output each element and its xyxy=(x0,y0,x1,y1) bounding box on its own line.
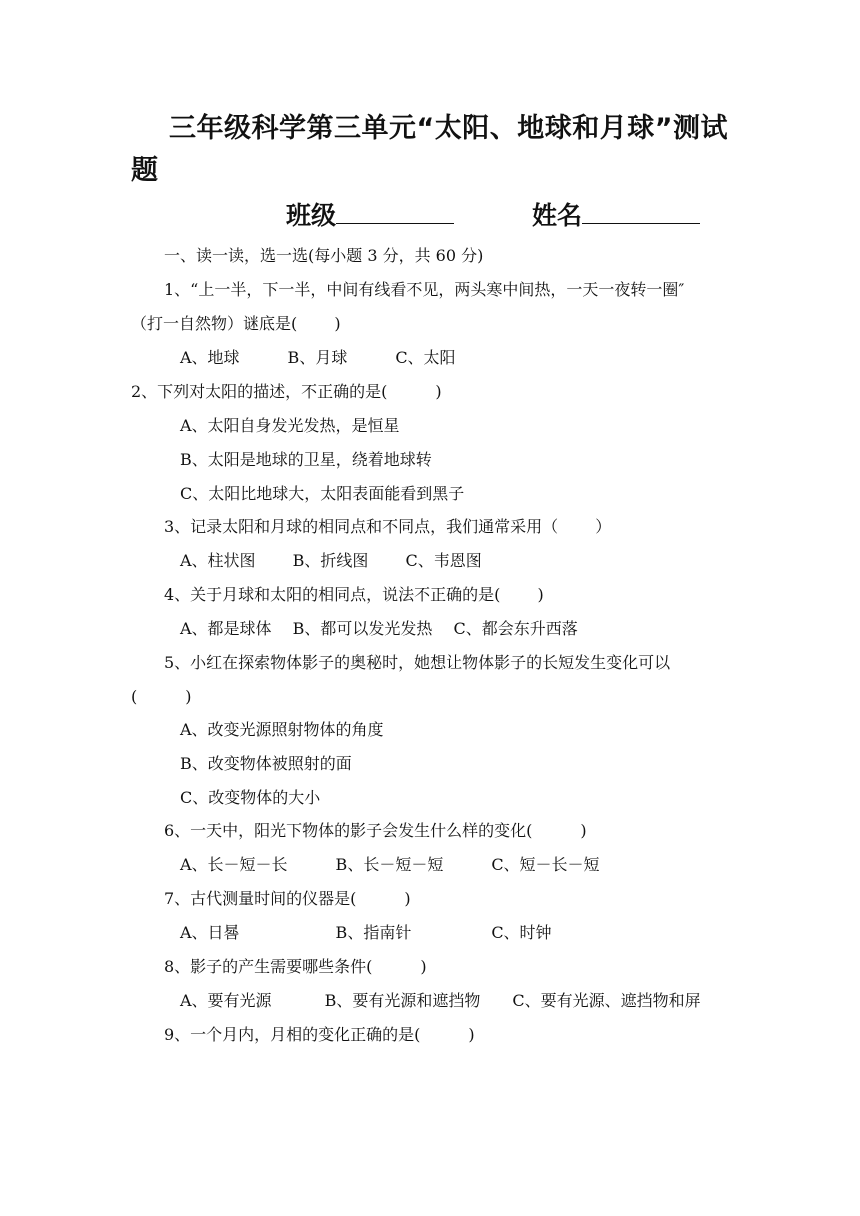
question-3-stem: 3、记录太阳和月球的相同点和不同点，我们通常采用（ ） xyxy=(164,517,612,536)
page-title: 三年级科学第三单元“太阳、地球和月球”测试题 xyxy=(131,113,728,186)
question-1-stem-cont: （打一自然物）谜底是( ) xyxy=(131,314,341,333)
question-9-stem: 9、一个月内，月相的变化正确的是( ) xyxy=(164,1025,475,1044)
question-4-stem: 4、关于月球和太阳的相同点，说法不正确的是( ) xyxy=(164,585,544,604)
question-7-stem: 7、古代测量时间的仪器是( ) xyxy=(164,889,411,908)
question-3-options[interactable]: A、柱状图 B、折线图 C、韦恩图 xyxy=(180,551,482,570)
class-name-row xyxy=(286,196,700,236)
name-label: 姓名 xyxy=(532,201,583,230)
question-6-stem: 6、一天中，阳光下物体的影子会发生什么样的变化( ) xyxy=(164,821,587,840)
question-1-options[interactable]: A、地球 B、月球 C、太阳 xyxy=(180,348,456,367)
question-5-stem: 5、小红在探索物体影子的奥秘时，她想让物体影子的长短发生变化可以 xyxy=(164,653,671,672)
name-blank[interactable] xyxy=(582,197,700,224)
question-5-stem-cont: ( ) xyxy=(131,687,192,706)
question-2-option-b[interactable]: B、太阳是地球的卫星，绕着地球转 xyxy=(180,450,432,469)
section-heading: 一、读一读，选一选(每小题 3 分，共 60 分) xyxy=(164,246,484,265)
question-8-options[interactable]: A、要有光源 B、要有光源和遮挡物 C、要有光源、遮挡物和屏 xyxy=(180,991,701,1010)
question-5-option-c[interactable]: C、改变物体的大小 xyxy=(180,788,321,807)
class-blank[interactable] xyxy=(336,197,454,224)
question-1-stem: 1、“上一半，下一半，中间有线看不见，两头寒中间热，一天一夜转一圈″ xyxy=(164,280,685,299)
question-2-stem: 2、下列对太阳的描述，不正确的是( ) xyxy=(131,382,442,401)
question-8-stem: 8、影子的产生需要哪些条件( ) xyxy=(164,957,427,976)
question-5-option-b[interactable]: B、改变物体被照射的面 xyxy=(180,754,352,773)
question-2-option-c[interactable]: C、太阳比地球大，太阳表面能看到黑子 xyxy=(180,484,465,503)
question-2-option-a[interactable]: A、太阳自身发光发热，是恒星 xyxy=(180,416,400,435)
question-6-options[interactable]: A、长－短－长 B、长－短－短 C、短－长－短 xyxy=(180,855,600,874)
class-label: 班级 xyxy=(286,201,337,230)
question-5-option-a[interactable]: A、改变光源照射物体的角度 xyxy=(180,720,384,739)
question-7-options[interactable]: A、日晷 B、指南针 C、时钟 xyxy=(180,923,552,942)
question-4-options[interactable]: A、都是球体 B、都可以发光发热 C、都会东升西落 xyxy=(180,619,578,638)
